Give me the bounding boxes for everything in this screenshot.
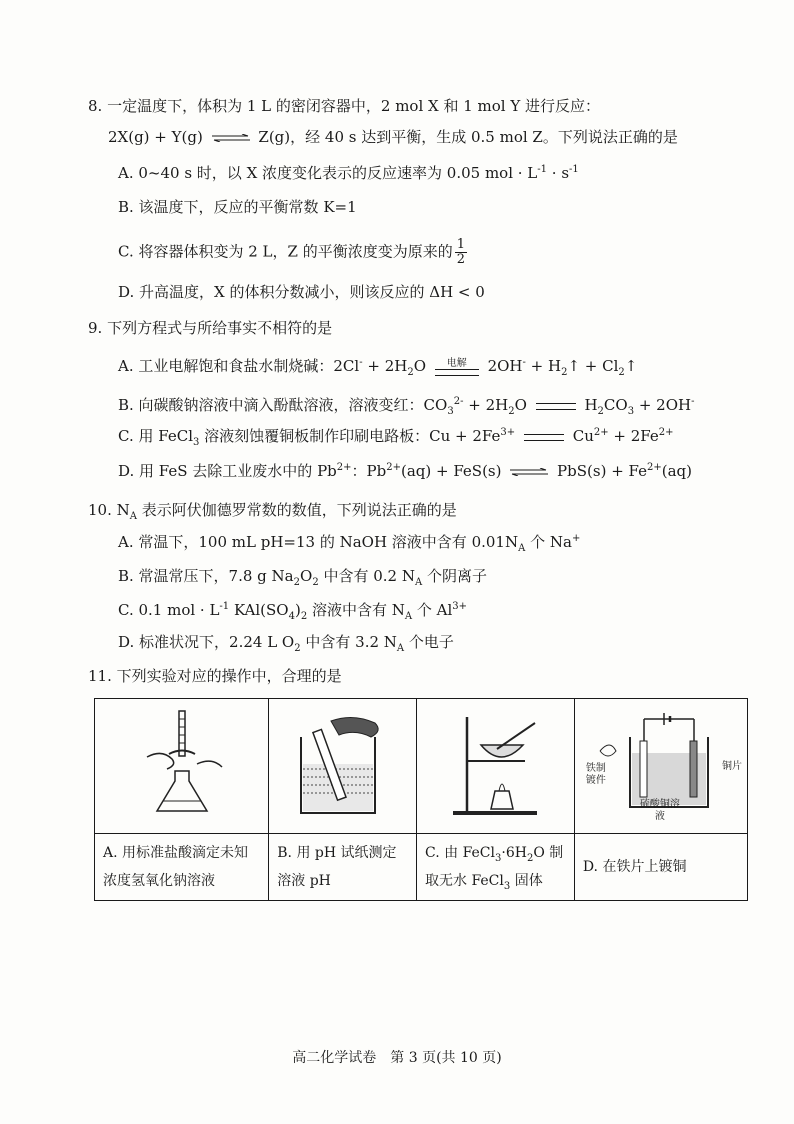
question-8-option-a: A. 0~40 s 时，以 X 浓度变化表示的反应速率为 0.05 mol · $L^{-1} \cdot s^{-1}$ [118,164,579,182]
option-d-caption: D. 在铁片上镀铜 [574,834,747,901]
electrolysis-arrow: 电解 [435,358,479,376]
question-9-option-b: B. 向碳酸钠溶液中滴入酚酞溶液，溶液变红：$CO_3^{2-} + 2H_2O$ $H_2CO_3 + 2OH^-$ [118,396,695,417]
question-8-option-c: C. 将容器体积变为 2 L，Z 的平衡浓度变为原来的 $\frac{1}{2}$ [118,237,465,267]
fraction-one-half: $\frac{1}{2}$ [456,237,465,267]
electroplating-diagram [574,699,747,834]
equilibrium-arrow-icon [212,134,250,142]
titration-flask-icon [117,709,247,819]
question-9-option-c: C. 用 FeCl$_3$ 溶液刻蚀覆铜板制作印刷电路板：$Cu + 2Fe^{3+}$ $Cu^{2+} + 2Fe^{2+}$ [118,427,674,448]
electroplating-label-bottom: 硫酸铜溶液 [639,799,680,822]
beaker-ph-paper-icon [283,709,403,819]
equilibrium-arrow-icon [510,468,548,476]
experiment-table [94,698,748,901]
option-a-caption: A. 用标准盐酸滴定未知浓度氢氧化钠溶液 [95,834,269,901]
page-footer: 高二化学试卷 第 3 页(共 10 页) [292,1050,502,1066]
ph-paper-diagram [269,699,417,834]
question-8-reaction: 2X(g) + Y(g) Z(g)，经 40 s 达到平衡，生成 0.5 mol Z。下列说法正确的是 [108,128,678,146]
question-10-option-b: B. 常温常压下，7.8 g $Na_2O_2$ 中含有 0.2 $N_A$ 个阴离子 [118,567,487,588]
question-10-option-a: A. 常温下，100 mL pH=13 的 NaOH 溶液中含有 $0.01N_A$ 个 Na+ [118,533,581,554]
question-9-option-a: A. 工业电解饱和食盐水制烧碱：$2Cl^- + 2H_2O$ 电解 $2OH^- + H_2↑$ + $Cl_2↑$ [118,357,638,378]
titration-diagram [95,699,269,834]
option-b-caption: B. 用 pH 试纸测定溶液 pH [269,834,417,901]
equals-arrow [524,434,564,441]
question-8-option-b: B. 该温度下，反应的平衡常数 K=1 [118,198,357,216]
option-c-caption: C. 由 $FeCl_3\cdot 6H_2O$ 制取无水 FeCl$_3$ 固体 [417,834,575,901]
electroplating-label-left: 铁制镀件 [585,763,606,786]
question-9-stem: 9. 下列方程式与所给事实不相符的是 [88,319,333,337]
question-8-option-d: D. 升高温度，X 的体积分数减小，则该反应的 ΔH < 0 [118,283,485,301]
evaporation-diagram [417,699,575,834]
question-10-option-d: D. 标准状况下，2.24 L $O_2$ 中含有 3.2 $N_A$ 个电子 [118,633,454,654]
question-9-option-d: D. 用 FeS 去除工业废水中的 $Pb^{2+}$：$Pb^{2+}(aq) + FeS(s) PbS(s) + Fe^{2+}(aq)$ [118,462,692,480]
question-10-stem: 10. $N_A$ 表示阿伏伽德罗常数的数值，下列说法正确的是 [88,501,457,522]
question-10-option-c: C. 0.1 mol · $L^{-1}$ $KAl(SO_4)_2$ 溶液中含有 $N_A$ 个 $Al^{3+}$ [118,601,468,622]
question-8-stem: 8. 一定温度下，体积为 1 L 的密闭容器中，2 mol X 和 1 mol Y 进行反应： [88,97,601,115]
question-11-stem: 11. 下列实验对应的操作中，合理的是 [88,667,342,685]
evaporating-dish-stand-icon [435,709,555,819]
electroplating-label-right: 铜片 [722,761,742,772]
equals-arrow [536,403,576,410]
